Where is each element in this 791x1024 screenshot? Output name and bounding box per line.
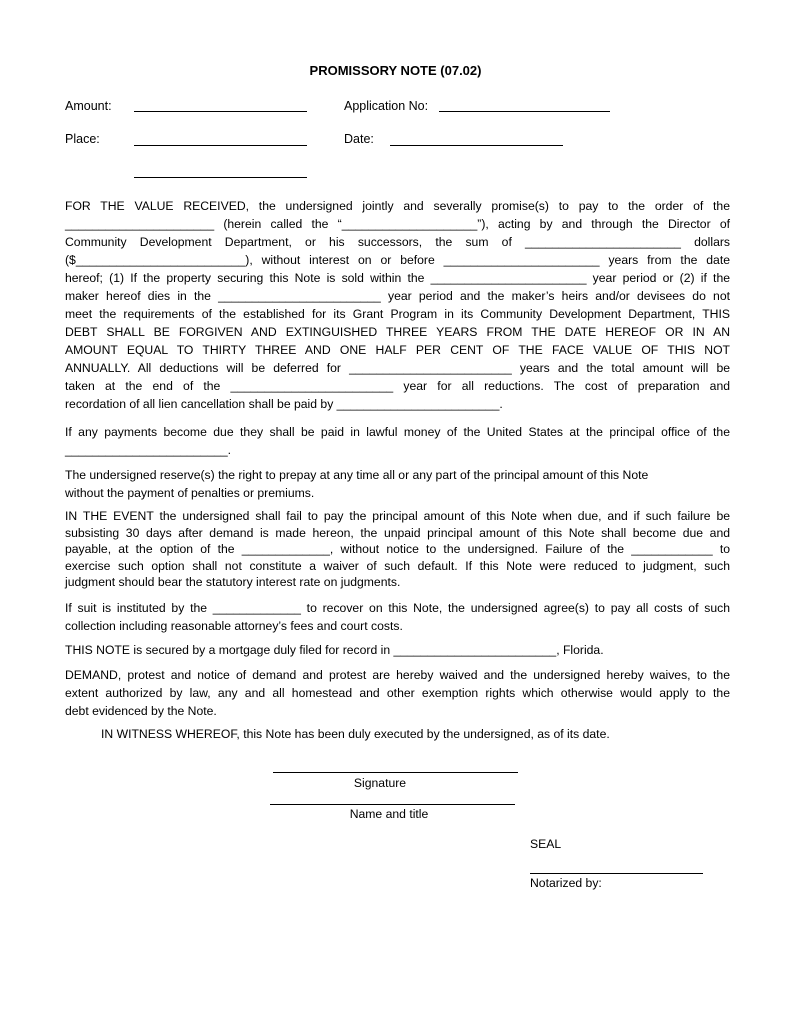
signature-line[interactable] bbox=[273, 772, 518, 773]
amount-label: Amount: bbox=[65, 99, 112, 113]
text-line: If suit is instituted by the _____________ to recover on this Note, the undersigned agree(s) to pay all costs of such bbox=[65, 601, 730, 615]
text-line: DEBT SHALL BE FORGIVEN AND EXTINGUISHED THREE YEARS FROM THE DATE HEREOF OR IN AN bbox=[65, 325, 730, 339]
text-line: exercise such option shall not constitute a waiver of such default. If this Note were reduced to judgment, such bbox=[65, 558, 730, 573]
notarized-by-label: Notarized by: bbox=[530, 876, 602, 890]
text-line: hereof; (1) If the property securing this Note is sold within the _______________________ year period or (2) if the bbox=[65, 271, 730, 285]
paragraph-value-received bbox=[65, 197, 730, 413]
text-line: taken at the end of the ________________________ year for all reductions. The cost of preparation and bbox=[65, 379, 730, 393]
paragraph-default bbox=[65, 508, 730, 591]
text-line: ANNUALLY. All deductions will be deferred for ________________________ years and the total amount will be bbox=[65, 361, 730, 375]
document-title: PROMISSORY NOTE (07.02) bbox=[309, 63, 482, 78]
text-line: recordation of all lien cancellation shall be paid by ________________________. bbox=[65, 397, 503, 411]
paragraph-demand bbox=[65, 666, 730, 720]
place-field[interactable] bbox=[134, 145, 307, 146]
text-line: IN THE EVENT the undersigned shall fail to pay the principal amount of this Note when due, and if such failure be bbox=[65, 509, 730, 523]
text-line: ________________________. bbox=[65, 443, 232, 457]
text-line: ______________________ (herein called the “____________________”), acting by and through the Director of bbox=[65, 217, 730, 231]
place-field-second-line[interactable] bbox=[134, 177, 307, 178]
text-line: ($_________________________), without interest on or before _______________________ years from the date bbox=[65, 253, 730, 267]
place-label: Place: bbox=[65, 132, 100, 146]
application-no-field[interactable] bbox=[439, 111, 610, 112]
name-title-label: Name and title bbox=[349, 807, 429, 821]
date-field[interactable] bbox=[390, 145, 563, 146]
text-line: judgment should bear the statutory interest rate on judgments. bbox=[65, 575, 401, 589]
text-line: extent authorized by law, any and all homestead and other exemption rights which otherwise would apply to the bbox=[65, 686, 730, 700]
paragraph-prepay bbox=[65, 466, 730, 502]
signature-label: Signature bbox=[353, 776, 407, 790]
text-line: payable, at the option of the _____________, without notice to the undersigned. Failure of the ____________ to bbox=[65, 542, 730, 556]
name-title-line[interactable] bbox=[270, 804, 515, 805]
text-line: The undersigned reserve(s) the right to prepay at any time all or any part of the principal amount of this Note bbox=[65, 468, 649, 482]
text-line: If any payments become due they shall be paid in lawful money of the United States at the principal office of the bbox=[65, 425, 730, 439]
text-line: without the payment of penalties or premiums. bbox=[65, 486, 315, 500]
text-line: debt evidenced by the Note. bbox=[65, 704, 217, 718]
paragraph-payments bbox=[65, 423, 730, 459]
text-line: Community Development Department, or his successors, the sum of _______________________ dollars bbox=[65, 235, 730, 249]
paragraph-suit bbox=[65, 599, 730, 635]
text-line: FOR THE VALUE RECEIVED, the undersigned jointly and severally promise(s) to pay to the order of the bbox=[65, 199, 730, 213]
text-line: maker hereof dies in the ________________________ year period and the maker’s heirs and/or devisees do not bbox=[65, 289, 730, 303]
text-line: collection including reasonable attorney’s fees and court costs. bbox=[65, 619, 403, 633]
text-line: AMOUNT EQUAL TO THIRTY THREE AND ONE HALF PER CENT OF THE FACE VALUE OF THIS NOT bbox=[65, 343, 730, 357]
amount-field[interactable] bbox=[134, 111, 307, 112]
notary-line[interactable] bbox=[530, 873, 703, 874]
witness-statement: IN WITNESS WHEREOF, this Note has been duly executed by the undersigned, as of its date. bbox=[101, 727, 610, 741]
text-line: meet the requirements of the established for its Grant Program in its Community Development Department, THIS bbox=[65, 307, 730, 321]
seal-label: SEAL bbox=[530, 837, 562, 851]
paragraph-mortgage bbox=[65, 641, 730, 659]
application-no-label: Application No: bbox=[344, 99, 429, 113]
text-line: DEMAND, protest and notice of demand and protest are hereby waived and the undersigned hereby waives, to the bbox=[65, 668, 730, 682]
text-line: subsisting 30 days after demand is made hereon, the unpaid principal amount of this Note shall become due and bbox=[65, 525, 730, 540]
text-line: THIS NOTE is secured by a mortgage duly filed for record in ________________________, Florida. bbox=[65, 643, 604, 657]
date-label: Date: bbox=[344, 132, 374, 146]
